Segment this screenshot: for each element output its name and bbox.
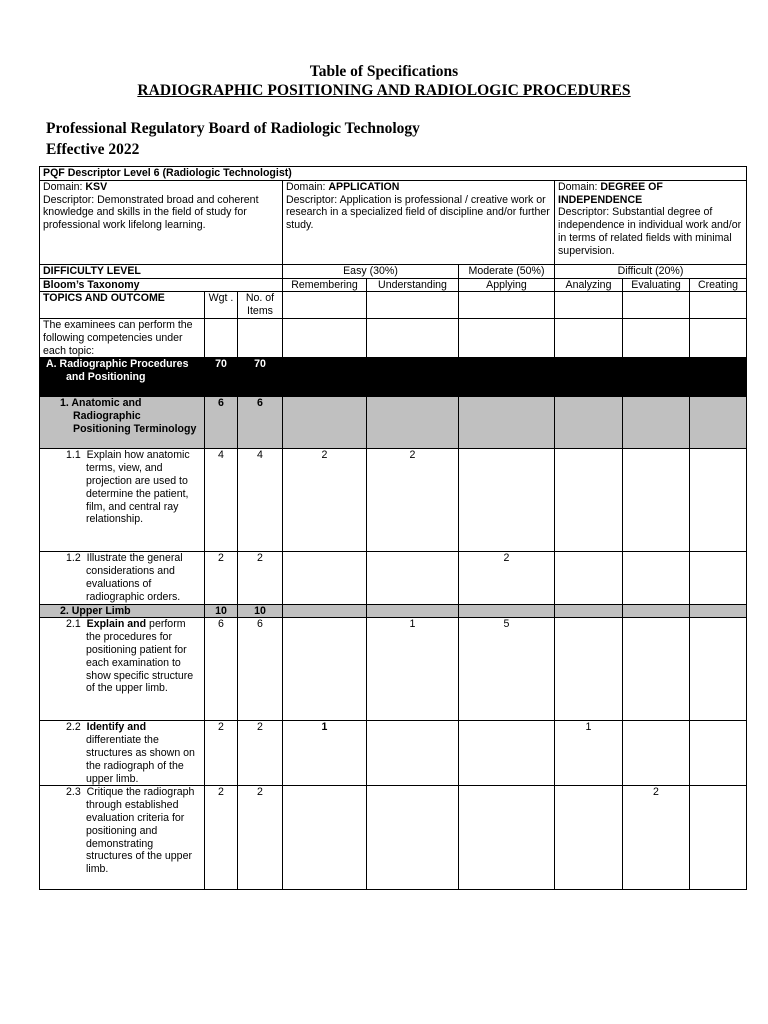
item-count-cell: [283, 618, 367, 721]
item-count-cell: 2: [459, 552, 555, 604]
item-count-cell: 2: [623, 786, 690, 890]
item-count-cell: [459, 449, 555, 552]
outcome-wgt: 4: [205, 449, 238, 552]
item-count-cell: 1: [283, 721, 367, 786]
outcome-wgt: 2: [205, 786, 238, 890]
item-count-cell: [459, 786, 555, 890]
section-wgt: 70: [205, 358, 238, 397]
item-count-cell: [283, 397, 367, 449]
wgt-header: Wgt .: [205, 292, 238, 319]
outcome-text: 2.2 Identify and differentiate the structures as shown on the radiograph of the upper limb.: [40, 721, 205, 786]
item-count-cell: [459, 604, 555, 618]
item-count-cell: [690, 721, 747, 786]
item-count-cell: [623, 604, 690, 618]
item-count-cell: [283, 604, 367, 618]
outcome-wgt: 6: [205, 397, 238, 449]
blooms-understanding: Understanding: [367, 278, 459, 292]
board-name: Professional Regulatory Board of Radiologic Technology: [46, 120, 420, 137]
item-count-cell: [367, 397, 459, 449]
domain-application: [283, 180, 555, 264]
item-count-cell: [459, 721, 555, 786]
outcome-items: 4: [238, 449, 283, 552]
item-count-cell: [555, 786, 623, 890]
specifications-table: [39, 166, 747, 890]
item-count-cell: [623, 721, 690, 786]
item-count-cell: [459, 397, 555, 449]
domain-name: APPLICATION: [328, 180, 400, 193]
outcome-row: [40, 721, 747, 786]
items-header: No. of Items: [238, 292, 283, 319]
document-subtitle: RADIOGRAPHIC POSITIONING AND RADIOLOGIC PROCEDURES: [137, 82, 631, 99]
blooms-evaluating: Evaluating: [623, 278, 690, 292]
document-title: Table of Specifications: [309, 63, 459, 80]
intro-text: The examinees can perform the following competencies under each topic:: [40, 318, 205, 357]
domain-label: Domain:: [558, 180, 601, 193]
blooms-applying: Applying: [459, 278, 555, 292]
outcome-wgt: 6: [205, 618, 238, 721]
difficulty-label: DIFFICULTY LEVEL: [40, 264, 283, 278]
domain-independence: [555, 180, 747, 264]
item-count-cell: [283, 786, 367, 890]
section-items: 70: [238, 358, 283, 397]
item-count-cell: [367, 604, 459, 618]
blooms-analyzing: Analyzing: [555, 278, 623, 292]
topic-row: [40, 604, 747, 618]
outcome-items: 2: [238, 786, 283, 890]
blooms-remembering: Remembering: [283, 278, 367, 292]
item-count-cell: [623, 397, 690, 449]
item-count-cell: 5: [459, 618, 555, 721]
item-count-cell: 2: [367, 449, 459, 552]
item-count-cell: 1: [555, 721, 623, 786]
item-count-cell: [690, 786, 747, 890]
outcome-text: 1. Anatomic and Radiographic Positioning Terminology: [40, 397, 205, 449]
domain-descriptor: Descriptor: Demonstrated broad and coherent knowledge and skills in the field of study for professional work lifelong learning.: [43, 193, 259, 232]
section-label: A. Radiographic Procedures and Positioning: [40, 358, 205, 397]
item-count-cell: [555, 604, 623, 618]
item-count-cell: [690, 397, 747, 449]
item-count-cell: [555, 552, 623, 604]
item-count-cell: [367, 786, 459, 890]
topic-row: [40, 397, 747, 449]
outcome-items: 10: [238, 604, 283, 618]
outcome-items: 6: [238, 618, 283, 721]
item-count-cell: [623, 618, 690, 721]
domain-ksv: [40, 180, 283, 264]
outcome-wgt: 10: [205, 604, 238, 618]
item-count-cell: [690, 449, 747, 552]
outcome-items: 6: [238, 397, 283, 449]
outcome-wgt: 2: [205, 552, 238, 604]
outcome-text: 2.1 Explain and perform the procedures for positioning patient for each examination to show specific structure of the upper limb.: [40, 618, 205, 721]
effective-year: Effective 2022: [46, 141, 140, 158]
item-count-cell: [555, 449, 623, 552]
difficulty-easy: Easy (30%): [283, 264, 459, 278]
outcome-items: 2: [238, 721, 283, 786]
domain-descriptor: Descriptor: Application is professional / creative work or research in a specialized field of discipline and/or further study.: [286, 193, 550, 232]
domain-name: DEGREE OF INDEPENDENCE: [558, 180, 663, 206]
blooms-label: Bloom’s Taxonomy: [40, 278, 283, 292]
item-count-cell: [283, 552, 367, 604]
outcome-wgt: 2: [205, 721, 238, 786]
difficulty-difficult: Difficult (20%): [555, 264, 747, 278]
difficulty-moderate: Moderate (50%): [459, 264, 555, 278]
outcome-row: [40, 449, 747, 552]
item-count-cell: [690, 552, 747, 604]
outcome-text: 1.2 Illustrate the general considerations and evaluations of radiographic orders.: [40, 552, 205, 604]
item-count-cell: [555, 397, 623, 449]
outcome-row: [40, 786, 747, 890]
outcome-text: 2.3 Critique the radiograph through established evaluation criteria for positioning and demonstrating structures of the upper limb.: [40, 786, 205, 890]
domain-name: KSV: [85, 180, 108, 193]
item-count-cell: [690, 604, 747, 618]
outcome-row: [40, 552, 747, 604]
item-count-cell: [623, 552, 690, 604]
domain-descriptor: Descriptor: Substantial degree of independence in individual work and/or in terms of related fields with minimal supervision.: [558, 206, 742, 257]
item-count-cell: [623, 449, 690, 552]
domain-label: Domain:: [286, 180, 329, 193]
item-count-cell: 2: [283, 449, 367, 552]
item-count-cell: [690, 618, 747, 721]
blooms-creating: Creating: [690, 278, 747, 292]
outcome-row: [40, 618, 747, 721]
outcome-items: 2: [238, 552, 283, 604]
pqf-descriptor: PQF Descriptor Level 6 (Radiologic Technologist): [40, 167, 747, 181]
item-count-cell: 1: [367, 618, 459, 721]
item-count-cell: [367, 721, 459, 786]
domain-label: Domain:: [43, 180, 86, 193]
item-count-cell: [555, 618, 623, 721]
section-row: [40, 358, 747, 397]
item-count-cell: [367, 552, 459, 604]
outcome-text: 2. Upper Limb: [40, 604, 205, 618]
topics-header: TOPICS AND OUTCOME: [40, 292, 205, 319]
outcome-text: 1.1 Explain how anatomic terms, view, and projection are used to determine the patient, film, and central ray relationship.: [40, 449, 205, 552]
